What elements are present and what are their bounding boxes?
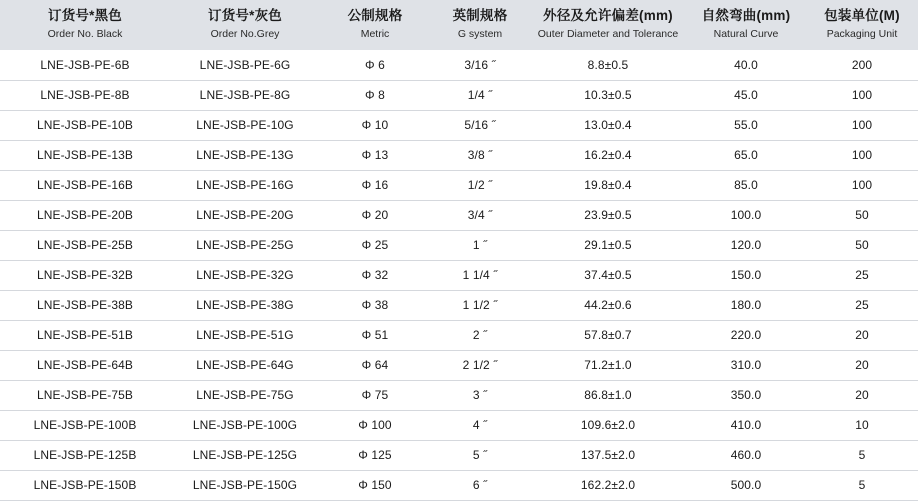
cell-packaging-unit: 10: [806, 410, 918, 440]
column-header-cn: 订货号*灰色: [208, 8, 282, 23]
cell-order-no-black: LNE-JSB-PE-13B: [0, 140, 170, 170]
cell-packaging-unit: 100: [806, 80, 918, 110]
cell-g-system: 3/4 ˝: [430, 200, 530, 230]
cell-packaging-unit: 5: [806, 470, 918, 500]
cell-order-no-grey: LNE-JSB-PE-125G: [170, 440, 320, 470]
cell-natural-curve: 65.0: [686, 140, 806, 170]
column-header-g-system: [430, 0, 530, 50]
cell-metric: Φ 20: [320, 200, 430, 230]
cell-g-system: 5/16 ˝: [430, 110, 530, 140]
cell-order-no-grey: LNE-JSB-PE-75G: [170, 380, 320, 410]
table-row: [0, 230, 918, 260]
column-header-cn: 英制规格: [452, 8, 508, 23]
cell-order-no-black: LNE-JSB-PE-20B: [0, 200, 170, 230]
cell-order-no-grey: LNE-JSB-PE-100G: [170, 410, 320, 440]
cell-natural-curve: 100.0: [686, 200, 806, 230]
cell-metric: Φ 13: [320, 140, 430, 170]
cell-g-system: 3/16 ˝: [430, 50, 530, 80]
cell-outer-diameter: 44.2±0.6: [530, 290, 686, 320]
cell-natural-curve: 410.0: [686, 410, 806, 440]
cell-metric: Φ 64: [320, 350, 430, 380]
cell-packaging-unit: 20: [806, 320, 918, 350]
cell-order-no-grey: LNE-JSB-PE-64G: [170, 350, 320, 380]
cell-packaging-unit: 5: [806, 440, 918, 470]
cell-natural-curve: 150.0: [686, 260, 806, 290]
cell-natural-curve: 85.0: [686, 170, 806, 200]
cell-order-no-grey: LNE-JSB-PE-51G: [170, 320, 320, 350]
cell-order-no-grey: LNE-JSB-PE-13G: [170, 140, 320, 170]
table-row: [0, 80, 918, 110]
cell-order-no-black: LNE-JSB-PE-16B: [0, 170, 170, 200]
cell-order-no-black: LNE-JSB-PE-10B: [0, 110, 170, 140]
cell-order-no-black: LNE-JSB-PE-51B: [0, 320, 170, 350]
cell-order-no-grey: LNE-JSB-PE-25G: [170, 230, 320, 260]
cell-g-system: 1/2 ˝: [430, 170, 530, 200]
cell-g-system: 3/8 ˝: [430, 140, 530, 170]
table-row: [0, 290, 918, 320]
cell-metric: Φ 10: [320, 110, 430, 140]
cell-metric: Φ 75: [320, 380, 430, 410]
table-row: [0, 170, 918, 200]
cell-order-no-black: LNE-JSB-PE-64B: [0, 350, 170, 380]
cell-metric: Φ 150: [320, 470, 430, 500]
cell-order-no-grey: LNE-JSB-PE-38G: [170, 290, 320, 320]
table-row: [0, 200, 918, 230]
column-header-cn: 自然弯曲(mm): [701, 8, 791, 23]
cell-outer-diameter: 71.2±1.0: [530, 350, 686, 380]
table-row: [0, 350, 918, 380]
cell-metric: Φ 125: [320, 440, 430, 470]
cell-metric: Φ 38: [320, 290, 430, 320]
cell-g-system: 1/4 ˝: [430, 80, 530, 110]
cell-packaging-unit: 100: [806, 140, 918, 170]
cell-metric: Φ 8: [320, 80, 430, 110]
cell-natural-curve: 220.0: [686, 320, 806, 350]
column-header-natural-curve: [686, 0, 806, 50]
cell-natural-curve: 180.0: [686, 290, 806, 320]
cell-packaging-unit: 50: [806, 230, 918, 260]
cell-outer-diameter: 37.4±0.5: [530, 260, 686, 290]
column-header-metric: [320, 0, 430, 50]
cell-order-no-grey: LNE-JSB-PE-6G: [170, 50, 320, 80]
cell-order-no-black: LNE-JSB-PE-6B: [0, 50, 170, 80]
cell-order-no-black: LNE-JSB-PE-100B: [0, 410, 170, 440]
table-body: [0, 50, 918, 500]
cell-outer-diameter: 86.8±1.0: [530, 380, 686, 410]
cell-outer-diameter: 8.8±0.5: [530, 50, 686, 80]
table-row: [0, 380, 918, 410]
cell-packaging-unit: 20: [806, 350, 918, 380]
column-header-en: Natural Curve: [713, 28, 779, 41]
cell-order-no-black: LNE-JSB-PE-32B: [0, 260, 170, 290]
table-row: [0, 470, 918, 500]
column-header-en: Packaging Unit: [826, 28, 898, 41]
table-header: [0, 0, 918, 50]
column-header-cn: 公制规格: [347, 8, 403, 23]
cell-natural-curve: 350.0: [686, 380, 806, 410]
cell-g-system: 5 ˝: [430, 440, 530, 470]
cell-outer-diameter: 109.6±2.0: [530, 410, 686, 440]
column-header-cn: 订货号*黑色: [48, 8, 122, 23]
cell-g-system: 1 1/2 ˝: [430, 290, 530, 320]
cell-g-system: 1 1/4 ˝: [430, 260, 530, 290]
cell-order-no-black: LNE-JSB-PE-150B: [0, 470, 170, 500]
cell-outer-diameter: 10.3±0.5: [530, 80, 686, 110]
cell-order-no-black: LNE-JSB-PE-8B: [0, 80, 170, 110]
cell-natural-curve: 460.0: [686, 440, 806, 470]
cell-order-no-grey: LNE-JSB-PE-150G: [170, 470, 320, 500]
cell-natural-curve: 120.0: [686, 230, 806, 260]
cell-g-system: 6 ˝: [430, 470, 530, 500]
column-header-outer-diameter: [530, 0, 686, 50]
cell-order-no-grey: LNE-JSB-PE-16G: [170, 170, 320, 200]
cell-packaging-unit: 20: [806, 380, 918, 410]
cell-outer-diameter: 137.5±2.0: [530, 440, 686, 470]
cell-outer-diameter: 19.8±0.4: [530, 170, 686, 200]
cell-packaging-unit: 100: [806, 170, 918, 200]
cell-packaging-unit: 50: [806, 200, 918, 230]
column-header-cn: 包装单位(M): [824, 8, 900, 23]
table-row: [0, 410, 918, 440]
cell-packaging-unit: 25: [806, 290, 918, 320]
cell-metric: Φ 51: [320, 320, 430, 350]
table-row: [0, 140, 918, 170]
column-header-order-no-black: [0, 0, 170, 50]
cell-order-no-black: LNE-JSB-PE-38B: [0, 290, 170, 320]
column-header-packaging-unit: [806, 0, 918, 50]
cell-g-system: 4 ˝: [430, 410, 530, 440]
cell-outer-diameter: 29.1±0.5: [530, 230, 686, 260]
cell-metric: Φ 25: [320, 230, 430, 260]
table-row: [0, 110, 918, 140]
cell-order-no-black: LNE-JSB-PE-75B: [0, 380, 170, 410]
column-header-en: Order No. Black: [47, 28, 123, 41]
cell-outer-diameter: 13.0±0.4: [530, 110, 686, 140]
cell-metric: Φ 32: [320, 260, 430, 290]
table-header-row: [0, 0, 918, 50]
column-header-order-no-grey: [170, 0, 320, 50]
column-header-en: Metric: [360, 28, 390, 41]
cell-order-no-grey: LNE-JSB-PE-8G: [170, 80, 320, 110]
cell-natural-curve: 500.0: [686, 470, 806, 500]
cell-outer-diameter: 16.2±0.4: [530, 140, 686, 170]
cell-g-system: 3 ˝: [430, 380, 530, 410]
cell-metric: Φ 16: [320, 170, 430, 200]
cell-packaging-unit: 200: [806, 50, 918, 80]
cell-g-system: 1 ˝: [430, 230, 530, 260]
cell-order-no-grey: LNE-JSB-PE-32G: [170, 260, 320, 290]
cell-order-no-grey: LNE-JSB-PE-20G: [170, 200, 320, 230]
column-header-en: G system: [457, 28, 503, 41]
cell-metric: Φ 6: [320, 50, 430, 80]
cell-natural-curve: 45.0: [686, 80, 806, 110]
cell-packaging-unit: 25: [806, 260, 918, 290]
cell-natural-curve: 55.0: [686, 110, 806, 140]
cell-order-no-grey: LNE-JSB-PE-10G: [170, 110, 320, 140]
column-header-en: Outer Diameter and Tolerance: [537, 28, 679, 41]
cell-metric: Φ 100: [320, 410, 430, 440]
cell-outer-diameter: 23.9±0.5: [530, 200, 686, 230]
cell-outer-diameter: 162.2±2.0: [530, 470, 686, 500]
cell-natural-curve: 310.0: [686, 350, 806, 380]
table-row: [0, 50, 918, 80]
table-row: [0, 320, 918, 350]
cell-g-system: 2 1/2 ˝: [430, 350, 530, 380]
cell-outer-diameter: 57.8±0.7: [530, 320, 686, 350]
column-header-en: Order No.Grey: [210, 28, 280, 41]
cell-order-no-black: LNE-JSB-PE-125B: [0, 440, 170, 470]
cell-g-system: 2 ˝: [430, 320, 530, 350]
column-header-cn: 外径及允许偏差(mm): [543, 8, 673, 23]
cell-packaging-unit: 100: [806, 110, 918, 140]
table-row: [0, 260, 918, 290]
cell-order-no-black: LNE-JSB-PE-25B: [0, 230, 170, 260]
cell-natural-curve: 40.0: [686, 50, 806, 80]
